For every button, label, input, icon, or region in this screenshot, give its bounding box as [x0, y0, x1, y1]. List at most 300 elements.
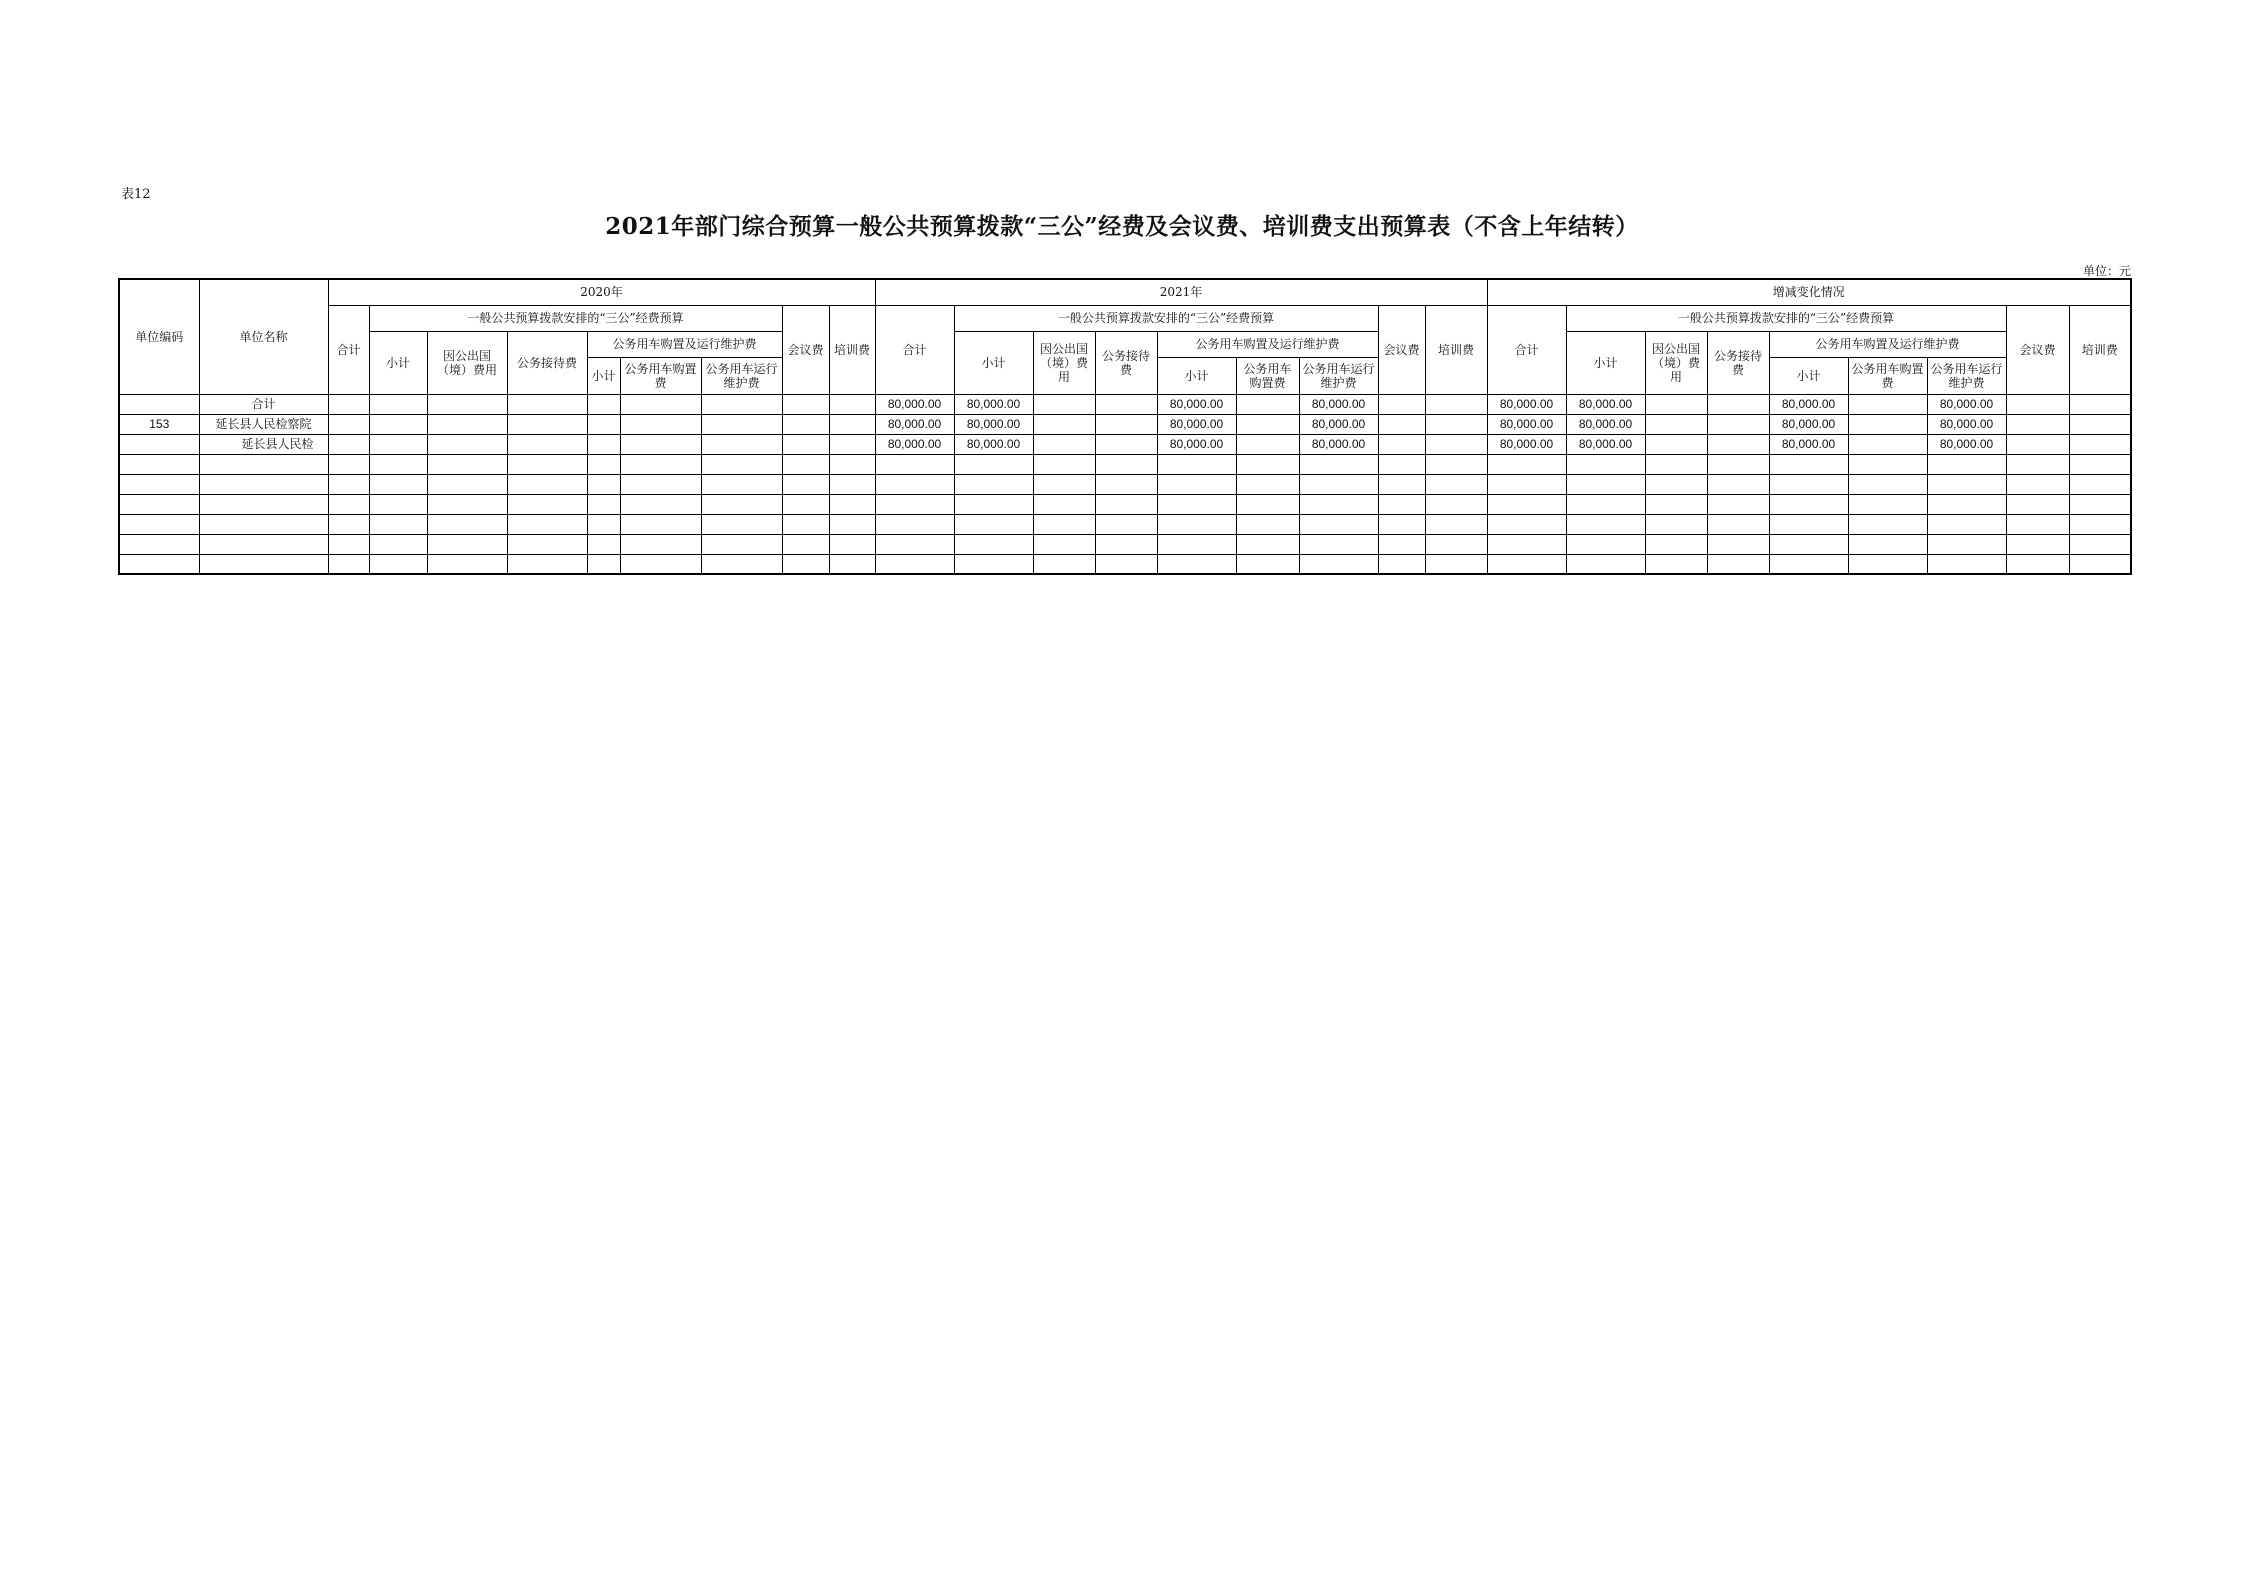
amount-cell: 80,000.00: [954, 434, 1033, 454]
amount-cell: [829, 434, 875, 454]
empty-cell: [199, 474, 328, 494]
empty-cell: [1848, 534, 1927, 554]
empty-cell: [829, 514, 875, 534]
empty-cell: [1095, 494, 1157, 514]
empty-cell: [587, 514, 620, 534]
amount-cell: [1378, 434, 1425, 454]
empty-cell: [782, 514, 829, 534]
header-vehicle-running: 公务用车运行维护费: [701, 357, 782, 394]
empty-cell: [328, 494, 369, 514]
empty-cell: [587, 554, 620, 574]
empty-cell: [328, 514, 369, 534]
amount-cell: [587, 394, 620, 414]
empty-cell: [119, 554, 199, 574]
empty-cell: [829, 474, 875, 494]
empty-cell: [1566, 514, 1645, 534]
empty-cell: [2069, 554, 2131, 574]
empty-cell: [875, 474, 954, 494]
header-meeting-fee: 会议费: [1378, 305, 1425, 394]
amount-cell: [507, 434, 587, 454]
empty-cell: [701, 534, 782, 554]
empty-cell: [1378, 554, 1425, 574]
empty-cell: [1848, 454, 1927, 474]
empty-cell: [1157, 494, 1236, 514]
empty-cell: [1236, 474, 1299, 494]
amount-cell: 80,000.00: [1566, 394, 1645, 414]
unit-code-cell: [119, 434, 199, 454]
amount-cell: [369, 414, 427, 434]
amount-cell: [1236, 394, 1299, 414]
empty-cell: [1848, 554, 1927, 574]
empty-cell: [369, 514, 427, 534]
amount-cell: [782, 394, 829, 414]
empty-cell: [1095, 554, 1157, 574]
empty-cell: [1157, 514, 1236, 534]
empty-cell: [782, 534, 829, 554]
unit-name-cell: 延长县人民检: [199, 434, 328, 454]
header-subtotal: 小计: [1566, 331, 1645, 394]
empty-cell: [954, 534, 1033, 554]
amount-cell: [2006, 414, 2069, 434]
empty-cell: [1157, 474, 1236, 494]
empty-cell: [875, 454, 954, 474]
amount-cell: 80,000.00: [1487, 394, 1566, 414]
empty-cell: [1157, 534, 1236, 554]
header-year-group: 增减变化情况: [1487, 279, 2131, 305]
header-subtotal: 小计: [369, 331, 427, 394]
empty-cell: [829, 494, 875, 514]
amount-cell: 80,000.00: [1927, 434, 2006, 454]
header-reception-fee: 公务接待费: [1707, 331, 1769, 394]
empty-cell: [1487, 454, 1566, 474]
amount-cell: [1707, 434, 1769, 454]
table-row: [119, 494, 2131, 514]
header-total: 合计: [875, 305, 954, 394]
empty-cell: [1378, 494, 1425, 514]
empty-cell: [1425, 494, 1487, 514]
amount-cell: 80,000.00: [1927, 414, 2006, 434]
empty-cell: [507, 474, 587, 494]
amount-cell: [782, 434, 829, 454]
table-row: [119, 474, 2131, 494]
amount-cell: [1236, 414, 1299, 434]
amount-cell: [1848, 414, 1927, 434]
amount-cell: [1645, 394, 1707, 414]
empty-cell: [875, 554, 954, 574]
empty-cell: [1645, 554, 1707, 574]
amount-cell: 80,000.00: [1157, 414, 1236, 434]
header-overseas-fee: 因公出国（境）费用: [1033, 331, 1095, 394]
header-vehicle-subtotal: 小计: [587, 357, 620, 394]
empty-cell: [2069, 454, 2131, 474]
empty-cell: [587, 494, 620, 514]
empty-cell: [1095, 454, 1157, 474]
amount-cell: [701, 414, 782, 434]
amount-cell: [2069, 394, 2131, 414]
empty-cell: [1487, 534, 1566, 554]
empty-cell: [369, 454, 427, 474]
empty-cell: [620, 494, 701, 514]
header-total: 合计: [328, 305, 369, 394]
header-vehicle-fee: 公务用车购置及运行维护费: [587, 331, 782, 357]
empty-cell: [1645, 494, 1707, 514]
amount-cell: [1707, 414, 1769, 434]
empty-cell: [1033, 534, 1095, 554]
empty-cell: [507, 534, 587, 554]
empty-cell: [2069, 514, 2131, 534]
unit-code-cell: 153: [119, 414, 199, 434]
empty-cell: [1769, 514, 1848, 534]
empty-cell: [119, 454, 199, 474]
amount-cell: [507, 394, 587, 414]
header-training-fee: 培训费: [829, 305, 875, 394]
empty-cell: [782, 474, 829, 494]
amount-cell: 80,000.00: [875, 434, 954, 454]
amount-cell: [427, 394, 507, 414]
amount-cell: [427, 414, 507, 434]
empty-cell: [1927, 534, 2006, 554]
table-row: [119, 514, 2131, 534]
unit-note: 单位：元: [2082, 264, 2131, 278]
empty-cell: [1769, 454, 1848, 474]
table-row: [119, 394, 2131, 414]
empty-cell: [507, 454, 587, 474]
empty-cell: [1707, 454, 1769, 474]
amount-cell: [620, 414, 701, 434]
amount-cell: 80,000.00: [954, 394, 1033, 414]
empty-cell: [782, 554, 829, 574]
amount-cell: 80,000.00: [875, 394, 954, 414]
empty-cell: [1378, 474, 1425, 494]
empty-cell: [875, 534, 954, 554]
empty-cell: [1236, 534, 1299, 554]
empty-cell: [620, 554, 701, 574]
empty-cell: [701, 474, 782, 494]
amount-cell: [369, 434, 427, 454]
header-vehicle-purchase: 公务用车购置费: [620, 357, 701, 394]
empty-cell: [1927, 494, 2006, 514]
empty-cell: [119, 514, 199, 534]
empty-cell: [1487, 494, 1566, 514]
empty-cell: [1378, 454, 1425, 474]
table-row: [119, 554, 2131, 574]
empty-cell: [1848, 514, 1927, 534]
header-vehicle-subtotal: 小计: [1769, 357, 1848, 394]
empty-cell: [369, 534, 427, 554]
empty-cell: [1299, 474, 1378, 494]
empty-cell: [427, 454, 507, 474]
amount-cell: 80,000.00: [875, 414, 954, 434]
empty-cell: [1095, 534, 1157, 554]
empty-cell: [1707, 534, 1769, 554]
amount-cell: [1425, 394, 1487, 414]
amount-cell: [427, 434, 507, 454]
empty-cell: [954, 474, 1033, 494]
amount-cell: [782, 414, 829, 434]
empty-cell: [369, 554, 427, 574]
empty-cell: [1707, 514, 1769, 534]
table-label: 表12: [121, 187, 151, 202]
empty-cell: [1425, 514, 1487, 534]
empty-cell: [2069, 534, 2131, 554]
amount-cell: [1033, 394, 1095, 414]
page-title: 2021年部门综合预算一般公共预算拨款“三公”经费及会议费、培训费支出预算表（不含上年结转）: [605, 213, 1639, 240]
empty-cell: [829, 534, 875, 554]
amount-cell: 80,000.00: [1769, 434, 1848, 454]
empty-cell: [1487, 554, 1566, 574]
amount-cell: [1095, 414, 1157, 434]
empty-cell: [620, 534, 701, 554]
amount-cell: [1645, 414, 1707, 434]
empty-cell: [2006, 474, 2069, 494]
empty-cell: [1707, 494, 1769, 514]
empty-cell: [199, 494, 328, 514]
amount-cell: [701, 394, 782, 414]
empty-cell: [1707, 474, 1769, 494]
amount-cell: [829, 414, 875, 434]
empty-cell: [1299, 454, 1378, 474]
empty-cell: [1236, 494, 1299, 514]
amount-cell: 80,000.00: [1487, 414, 1566, 434]
empty-cell: [199, 554, 328, 574]
empty-cell: [1425, 554, 1487, 574]
header-overseas-fee: 因公出国（境）费用: [1645, 331, 1707, 394]
amount-cell: [1645, 434, 1707, 454]
amount-cell: 80,000.00: [1566, 414, 1645, 434]
empty-cell: [1927, 454, 2006, 474]
empty-cell: [1566, 494, 1645, 514]
amount-cell: [1425, 414, 1487, 434]
empty-cell: [507, 554, 587, 574]
empty-cell: [782, 494, 829, 514]
empty-cell: [1378, 534, 1425, 554]
empty-cell: [328, 554, 369, 574]
amount-cell: 80,000.00: [1769, 414, 1848, 434]
header-vehicle-subtotal: 小计: [1157, 357, 1236, 394]
header-year-group: 2021年: [875, 279, 1487, 305]
empty-cell: [620, 514, 701, 534]
empty-cell: [1848, 474, 1927, 494]
empty-cell: [2006, 454, 2069, 474]
amount-cell: [1848, 394, 1927, 414]
empty-cell: [1645, 454, 1707, 474]
unit-name-cell: 合计: [199, 394, 328, 414]
empty-cell: [587, 454, 620, 474]
empty-cell: [1236, 454, 1299, 474]
empty-cell: [427, 514, 507, 534]
table-row: [119, 414, 2131, 434]
empty-cell: [1299, 554, 1378, 574]
empty-cell: [875, 514, 954, 534]
table-row: [119, 534, 2131, 554]
empty-cell: [427, 534, 507, 554]
header-total: 合计: [1487, 305, 1566, 394]
empty-cell: [1566, 454, 1645, 474]
empty-cell: [1299, 534, 1378, 554]
amount-cell: 80,000.00: [1927, 394, 2006, 414]
empty-cell: [1707, 554, 1769, 574]
empty-cell: [1299, 494, 1378, 514]
empty-cell: [782, 454, 829, 474]
empty-cell: [199, 514, 328, 534]
empty-cell: [954, 454, 1033, 474]
empty-cell: [1927, 474, 2006, 494]
empty-cell: [1769, 534, 1848, 554]
empty-cell: [701, 454, 782, 474]
header-unit-code: 单位编码: [119, 279, 199, 394]
table-row: [119, 454, 2131, 474]
empty-cell: [427, 474, 507, 494]
empty-cell: [1769, 474, 1848, 494]
amount-cell: [829, 394, 875, 414]
empty-cell: [507, 494, 587, 514]
empty-cell: [701, 554, 782, 574]
empty-cell: [427, 554, 507, 574]
header-overseas-fee: 因公出国（境）费用: [427, 331, 507, 394]
amount-cell: 80,000.00: [1487, 434, 1566, 454]
empty-cell: [1095, 474, 1157, 494]
empty-cell: [1645, 514, 1707, 534]
amount-cell: 80,000.00: [1157, 394, 1236, 414]
amount-cell: [2006, 434, 2069, 454]
empty-cell: [954, 494, 1033, 514]
amount-cell: [328, 434, 369, 454]
empty-cell: [1299, 514, 1378, 534]
empty-cell: [2006, 514, 2069, 534]
header-vehicle-fee: 公务用车购置及运行维护费: [1769, 331, 2006, 357]
amount-cell: [620, 394, 701, 414]
unit-name-cell: 延长县人民检察院: [199, 414, 328, 434]
empty-cell: [1927, 554, 2006, 574]
amount-cell: 80,000.00: [1299, 414, 1378, 434]
empty-cell: [2069, 494, 2131, 514]
empty-cell: [328, 474, 369, 494]
empty-cell: [1566, 474, 1645, 494]
amount-cell: [328, 414, 369, 434]
empty-cell: [701, 514, 782, 534]
empty-cell: [1566, 554, 1645, 574]
empty-cell: [1425, 534, 1487, 554]
amount-cell: [1848, 434, 1927, 454]
empty-cell: [2006, 554, 2069, 574]
empty-cell: [1769, 554, 1848, 574]
empty-cell: [369, 474, 427, 494]
amount-cell: [507, 414, 587, 434]
header-vehicle-fee: 公务用车购置及运行维护费: [1157, 331, 1378, 357]
empty-cell: [1033, 514, 1095, 534]
empty-cell: [587, 534, 620, 554]
empty-cell: [1033, 554, 1095, 574]
empty-cell: [1769, 494, 1848, 514]
header-three-public-budget: 一般公共预算拨款安排的“三公”经费预算: [954, 305, 1378, 331]
empty-cell: [1425, 454, 1487, 474]
empty-cell: [119, 534, 199, 554]
empty-cell: [1095, 514, 1157, 534]
amount-cell: [1095, 394, 1157, 414]
header-vehicle-purchase: 公务用车购置费: [1236, 357, 1299, 394]
amount-cell: [1425, 434, 1487, 454]
amount-cell: 80,000.00: [954, 414, 1033, 434]
amount-cell: 80,000.00: [1566, 434, 1645, 454]
amount-cell: [2069, 434, 2131, 454]
amount-cell: [1033, 414, 1095, 434]
table-row: [119, 434, 2131, 454]
empty-cell: [620, 474, 701, 494]
header-three-public-budget: 一般公共预算拨款安排的“三公”经费预算: [369, 305, 782, 331]
empty-cell: [1425, 474, 1487, 494]
budget-table: [118, 278, 2132, 575]
amount-cell: [2006, 394, 2069, 414]
header-vehicle-running: 公务用车运行维护费: [1299, 357, 1378, 394]
empty-cell: [1848, 494, 1927, 514]
amount-cell: [1236, 434, 1299, 454]
empty-cell: [2006, 534, 2069, 554]
empty-cell: [587, 474, 620, 494]
amount-cell: 80,000.00: [1157, 434, 1236, 454]
empty-cell: [701, 494, 782, 514]
amount-cell: [1095, 434, 1157, 454]
empty-cell: [1645, 474, 1707, 494]
empty-cell: [199, 534, 328, 554]
empty-cell: [1236, 514, 1299, 534]
empty-cell: [1927, 514, 2006, 534]
empty-cell: [199, 454, 328, 474]
empty-cell: [2069, 474, 2131, 494]
empty-cell: [620, 454, 701, 474]
header-meeting-fee: 会议费: [2006, 305, 2069, 394]
empty-cell: [328, 534, 369, 554]
header-subtotal: 小计: [954, 331, 1033, 394]
amount-cell: [2069, 414, 2131, 434]
empty-cell: [1157, 554, 1236, 574]
empty-cell: [1033, 454, 1095, 474]
empty-cell: [1033, 494, 1095, 514]
header-vehicle-purchase: 公务用车购置费: [1848, 357, 1927, 394]
empty-cell: [829, 554, 875, 574]
amount-cell: [701, 434, 782, 454]
empty-cell: [954, 514, 1033, 534]
header-reception-fee: 公务接待费: [1095, 331, 1157, 394]
header-training-fee: 培训费: [2069, 305, 2131, 394]
empty-cell: [328, 454, 369, 474]
empty-cell: [1645, 534, 1707, 554]
header-year-group: 2020年: [328, 279, 875, 305]
header-training-fee: 培训费: [1425, 305, 1487, 394]
amount-cell: [1033, 434, 1095, 454]
empty-cell: [1566, 534, 1645, 554]
amount-cell: [587, 434, 620, 454]
header-reception-fee: 公务接待费: [507, 331, 587, 394]
amount-cell: 80,000.00: [1299, 434, 1378, 454]
empty-cell: [507, 514, 587, 534]
amount-cell: [328, 394, 369, 414]
amount-cell: 80,000.00: [1299, 394, 1378, 414]
empty-cell: [1033, 474, 1095, 494]
unit-code-cell: [119, 394, 199, 414]
empty-cell: [119, 494, 199, 514]
header-unit-name: 单位名称: [199, 279, 328, 394]
empty-cell: [1378, 514, 1425, 534]
empty-cell: [1236, 554, 1299, 574]
amount-cell: [1378, 414, 1425, 434]
header-three-public-budget: 一般公共预算拨款安排的“三公”经费预算: [1566, 305, 2006, 331]
amount-cell: [587, 414, 620, 434]
amount-cell: [1378, 394, 1425, 414]
empty-cell: [427, 494, 507, 514]
empty-cell: [1487, 474, 1566, 494]
empty-cell: [2006, 494, 2069, 514]
empty-cell: [1487, 514, 1566, 534]
